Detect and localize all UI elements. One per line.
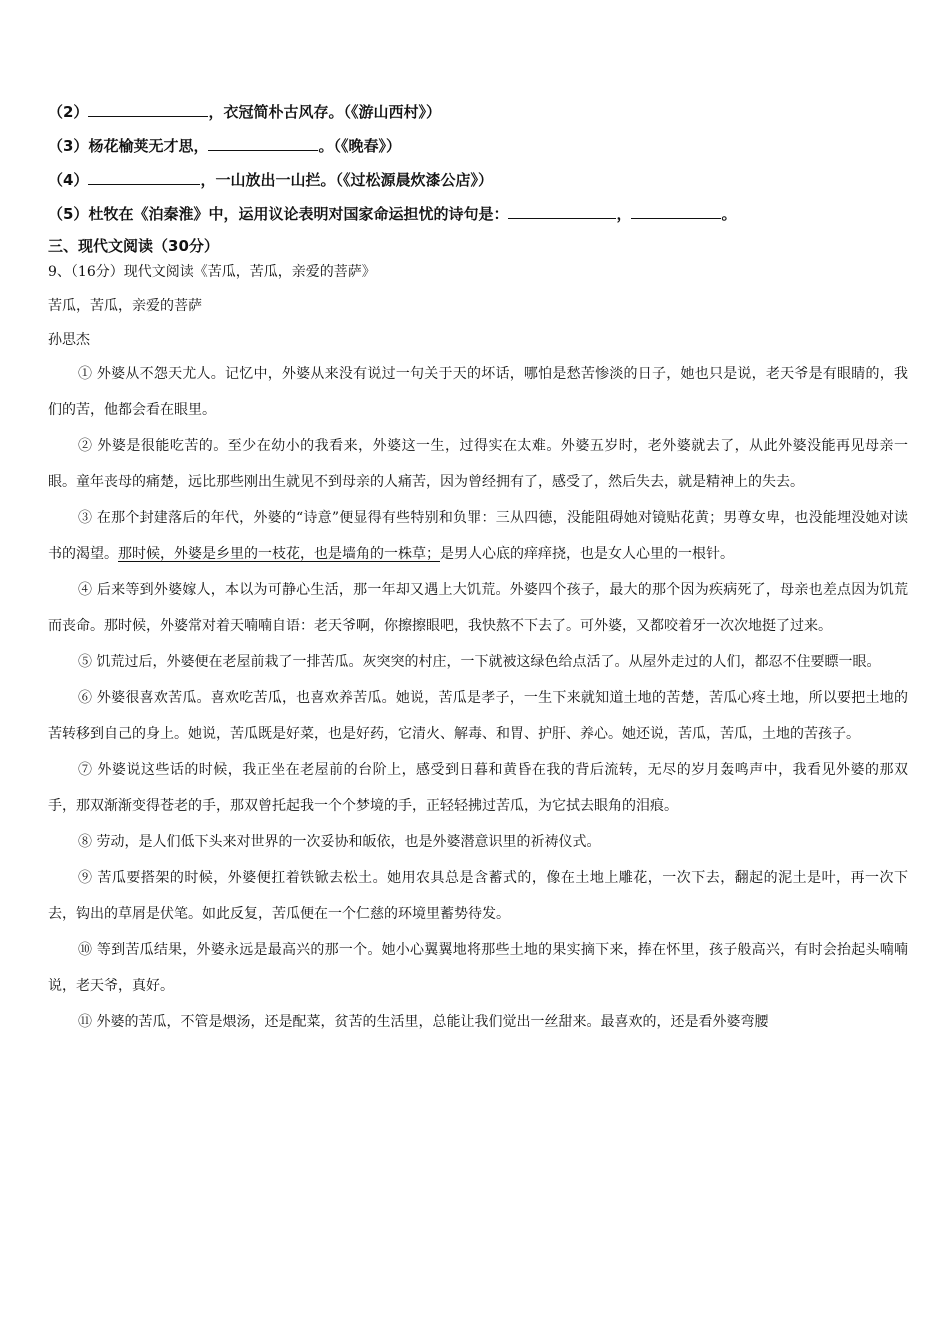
- answer-blank[interactable]: [208, 136, 318, 151]
- article-body: [48, 356, 908, 1040]
- article-title: 苦瓜，苦瓜，亲爱的菩萨: [48, 298, 202, 314]
- question-text: 。: [721, 205, 737, 223]
- underlined-sentence: 那时候，外婆是乡里的一枝花，也是墙角的一株草；: [118, 546, 440, 562]
- question-text: ，: [616, 205, 632, 223]
- answer-blank[interactable]: [88, 102, 208, 117]
- paragraph-7: ⑦ 外婆说这些话的时候，我正坐在老屋前的台阶上，感受到日暮和黄昏在我的背后流转，无尽的岁月轰鸣声中，我看见外婆的那双手，那双渐渐变得苍老的手，那双曾托起我一个个梦境的手，正轻轻拂过苦瓜，为它拭去眼角的泪痕。: [48, 762, 908, 814]
- question-number: （2）: [48, 103, 89, 121]
- paragraph-9: ⑨ 苦瓜要搭架的时候，外婆便扛着铁锨去松土。她用农具总是含蓄式的，像在土地上雕花，一次下去，翻起的泥土是叶，再一次下去，钩出的草屑是伏笔。如此反复，苦瓜便在一个仁慈的环境里蓄势待发。: [48, 870, 908, 922]
- question-number: （3）: [48, 137, 89, 155]
- paragraph-4: ④ 后来等到外婆嫁人，本以为可静心生活，那一年却又遇上大饥荒。外婆四个孩子，最大的那个因为疾病死了，母亲也差点因为饥荒而丧命。那时候，外婆常对着天喃喃自语：老天爷啊，你擦擦眼吧，我快熬不下去了。可外婆，又都咬着牙一次次地挺了过来。: [48, 582, 908, 634]
- article-author: 孙思杰: [48, 332, 90, 348]
- question-text: 杜牧在《泊秦淮》中，运用议论表明对国家命运担忧的诗句是：: [88, 205, 509, 223]
- question-text: ，一山放出一山拦。（《过松源晨炊漆公店》）: [200, 171, 493, 189]
- section-heading: 三、现代文阅读（30分）: [48, 237, 219, 255]
- paragraph-10: ⑩ 等到苦瓜结果，外婆永远是最高兴的那一个。她小心翼翼地将那些土地的果实摘下来，捧在怀里，孩子般高兴，有时会抬起头喃喃说，老天爷，真好。: [48, 942, 908, 994]
- fill-question-5: [48, 204, 736, 224]
- paragraph-3-text-end: 是男人心底的痒痒挠，也是女人心里的一根针。: [440, 546, 734, 562]
- paragraph-5: ⑤ 饥荒过后，外婆便在老屋前栽了一排苦瓜。灰突突的村庄，一下就被这绿色给点活了。从屋外走过的人们，都忍不住要瞟一眼。: [78, 654, 881, 670]
- paragraph-3-text: ③ 在那个封建落后的年代，外婆的“诗意”便显得有些特别和负罪：三从四德，没能阻碍她对镜贴花黄；男尊女卑，也没能埋没她对读书的渴望。: [48, 510, 908, 562]
- paragraph-1: ① 外婆从不怨天尤人。记忆中，外婆从来没有说过一句关于天的坏话，哪怕是愁苦惨淡的日子，她也只是说，老天爷是有眼睛的，我们的苦，他都会看在眼里。: [48, 366, 908, 418]
- answer-blank[interactable]: [508, 204, 616, 219]
- paragraph-2: ② 外婆是很能吃苦的。至少在幼小的我看来，外婆这一生，过得实在太难。外婆五岁时，老外婆就去了，从此外婆没能再见母亲一眼。童年丧母的痛楚，远比那些刚出生就见不到母亲的人痛苦，因为曾经拥有了，感受了，然后失去，就是精神上的失去。: [48, 438, 908, 490]
- answer-blank[interactable]: [631, 204, 721, 219]
- paragraph-8: ⑧ 劳动，是人们低下头来对世界的一次妥协和皈依，也是外婆潜意识里的祈祷仪式。: [78, 834, 601, 850]
- fill-question-4: [48, 170, 493, 190]
- question-text: 。（《晚春》）: [318, 137, 401, 155]
- question-9-label: 9、（16分）现代文阅读《苦瓜，苦瓜，亲爱的菩萨》: [48, 264, 376, 280]
- paragraph-6: ⑥ 外婆很喜欢苦瓜。喜欢吃苦瓜，也喜欢养苦瓜。她说，苦瓜是孝子，一生下来就知道土地的苦楚，苦瓜心疼土地，所以要把土地的苦转移到自己的身上。她说，苦瓜既是好菜，也是好药，它清火、解毒、和胃、护肝、养心。她还说，苦瓜，苦瓜，土地的苦孩子。: [48, 690, 908, 742]
- question-text: ，衣冠简朴古风存。（《游山西村》）: [208, 103, 441, 121]
- fill-question-2: [48, 102, 441, 122]
- question-number: （5）: [48, 205, 89, 223]
- question-number: （4）: [48, 171, 89, 189]
- fill-question-3: [48, 136, 401, 156]
- answer-blank[interactable]: [88, 170, 200, 185]
- paragraph-11: ⑪ 外婆的苦瓜，不管是煨汤，还是配菜，贫苦的生活里，总能让我们觉出一丝甜来。最喜欢的，还是看外婆弯腰: [78, 1014, 769, 1030]
- paragraph-3: [48, 500, 908, 572]
- question-text: 杨花榆荚无才思，: [88, 137, 209, 155]
